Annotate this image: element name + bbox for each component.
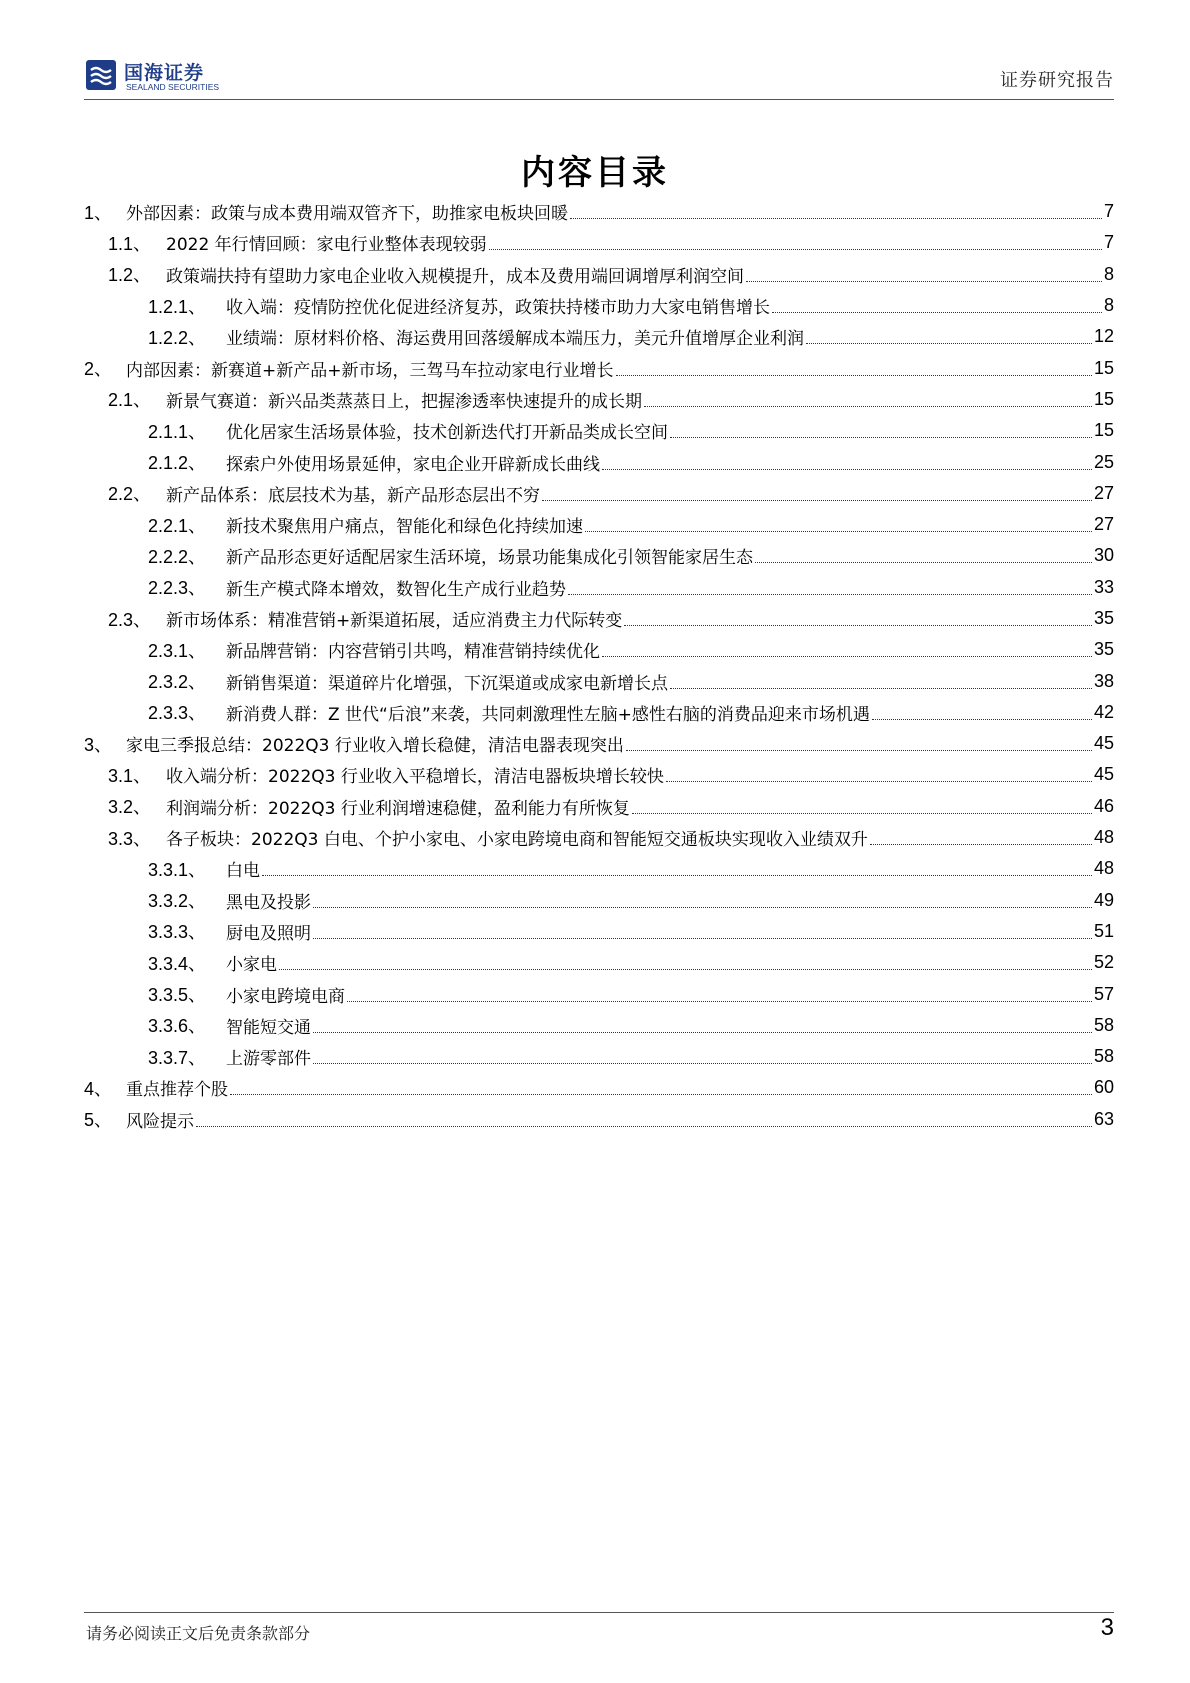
toc-leader-dots <box>670 437 1092 438</box>
toc-entry-label: 新景气赛道：新兴品类蒸蒸日上，把握渗透率快速提升的成长期 <box>166 391 642 412</box>
toc-entry-label: 收入端：疫情防控优化促进经济复苏，政策扶持楼市助力大家电销售增长 <box>226 298 770 319</box>
toc-entry[interactable] <box>84 665 1114 696</box>
toc-leader-dots <box>870 844 1092 845</box>
report-type: 证券研究报告 <box>1000 70 1114 91</box>
toc-leader-dots <box>616 375 1092 376</box>
toc-entry[interactable] <box>84 1010 1114 1041</box>
toc-entry-number: 3.3.7、 <box>148 1047 207 1068</box>
toc-leader-dots <box>570 218 1102 219</box>
toc-entry-label: 新技术聚焦用户痛点，智能化和绿色化持续加速 <box>226 517 583 538</box>
toc-entry-label: 重点推荐个股 <box>126 1080 228 1101</box>
toc-leader-dots <box>644 406 1092 407</box>
toc-entry-label: 各子板块：2022Q3 白电、个护小家电、小家电跨境电商和智能短交通板块实现收入业绩双升 <box>166 830 868 851</box>
toc-entry-page: 49 <box>1093 889 1114 910</box>
toc-entry-page: 46 <box>1093 795 1114 816</box>
toc-entry-page: 15 <box>1093 388 1114 409</box>
toc-leader-dots <box>347 1001 1092 1002</box>
toc-entry-label: 新品牌营销：内容营销引共鸣，精准营销持续优化 <box>226 642 600 663</box>
toc-entry[interactable] <box>84 947 1114 978</box>
toc-entry-number: 3、 <box>84 734 113 755</box>
page-title: 内容目录 <box>521 153 669 193</box>
toc-entry-page: 57 <box>1093 983 1114 1004</box>
toc-entry[interactable] <box>84 978 1114 1009</box>
toc-entry[interactable] <box>84 384 1114 415</box>
toc-entry-page: 45 <box>1093 733 1114 754</box>
toc-entry-page: 35 <box>1093 608 1114 628</box>
toc-leader-dots <box>196 1126 1092 1127</box>
toc-entry[interactable] <box>84 603 1114 634</box>
toc-entry[interactable] <box>84 478 1114 509</box>
toc-leader-dots <box>313 1032 1092 1033</box>
toc-entry-page: 27 <box>1093 482 1114 503</box>
toc-entry[interactable] <box>84 916 1114 947</box>
toc-entry-page: 7 <box>1103 232 1114 253</box>
toc-entry-page: 8 <box>1103 263 1114 284</box>
toc-entry-page: 27 <box>1093 514 1114 535</box>
toc-entry-page: 58 <box>1093 1046 1114 1067</box>
toc-entry-page: 42 <box>1093 701 1114 722</box>
toc-entry-label: 2022 年行情回顾：家电行业整体表现较弱 <box>166 235 487 256</box>
toc-entry-label: 风险提示 <box>126 1111 194 1132</box>
toc-entry-label: 收入端分析：2022Q3 行业收入平稳增长，清洁电器板块增长较快 <box>166 767 664 788</box>
toc-entry[interactable] <box>84 853 1114 884</box>
toc-entry-page: 33 <box>1093 576 1114 597</box>
toc-entry-page: 45 <box>1093 764 1114 785</box>
toc-entry-page: 60 <box>1093 1077 1114 1098</box>
toc-leader-dots <box>313 938 1092 939</box>
header-divider <box>84 99 1114 100</box>
page-header <box>84 56 1114 100</box>
toc-entry-number: 2.1.2、 <box>148 453 207 474</box>
toc-entry-number: 3.1、 <box>108 765 152 786</box>
toc-entry-number: 3.3.4、 <box>148 953 207 974</box>
toc-entry-page: 7 <box>1103 201 1114 222</box>
toc-entry-page: 48 <box>1093 858 1114 879</box>
toc-entry-number: 5、 <box>84 1110 113 1131</box>
toc-entry-page: 63 <box>1093 1108 1114 1129</box>
toc-entry[interactable] <box>84 822 1114 853</box>
toc-entry-label: 新生产模式降本增效，数智化生产成行业趋势 <box>226 579 566 600</box>
toc-leader-dots <box>313 1063 1092 1064</box>
toc-leader-dots <box>626 750 1092 751</box>
toc-entry-label: 优化居家生活场景体验，技术创新迭代打开新品类成长空间 <box>226 423 668 444</box>
toc-entry-number: 1.2.1、 <box>148 296 207 317</box>
toc-entry-label: 内部因素：新赛道+新产品+新市场，三驾马车拉动家电行业增长 <box>126 360 614 381</box>
toc-entry[interactable] <box>84 572 1114 603</box>
brand-name-en: SEALAND SECURITIES <box>126 82 220 92</box>
toc-entry-number: 2.3.1、 <box>148 640 207 661</box>
toc-entry-label: 探索户外使用场景延伸，家电企业开辟新成长曲线 <box>226 454 600 475</box>
toc-entry-number: 2、 <box>84 359 113 380</box>
toc-entry-number: 1.2、 <box>108 265 152 286</box>
toc-entry-label: 外部因素：政策与成本费用端双管齐下，助推家电板块回暖 <box>126 204 568 225</box>
toc-leader-dots <box>872 719 1092 720</box>
toc-entry-label: 新产品体系：底层技术为基，新产品形态层出不穷 <box>166 485 540 506</box>
toc-entry[interactable] <box>84 446 1114 477</box>
toc-entry-page: 8 <box>1103 295 1114 316</box>
toc-entry-page: 35 <box>1093 639 1114 660</box>
toc-entry[interactable] <box>84 321 1114 352</box>
toc-entry-number: 1、 <box>84 202 113 223</box>
toc-entry[interactable] <box>84 697 1114 728</box>
footer-disclaimer: 请务必阅读正文后免责条款部分 <box>86 1624 311 1643</box>
toc-leader-dots <box>542 500 1092 501</box>
toc-entry-number: 2.3.2、 <box>148 672 207 693</box>
toc-leader-dots <box>568 594 1092 595</box>
toc-entry[interactable] <box>84 227 1114 258</box>
table-of-contents <box>84 196 1114 1135</box>
toc-entry-number: 2.2.2、 <box>148 546 207 567</box>
toc-leader-dots <box>585 531 1092 532</box>
toc-leader-dots <box>602 469 1092 470</box>
toc-entry-label: 智能短交通 <box>226 1017 311 1038</box>
toc-leader-dots <box>670 688 1092 689</box>
toc-leader-dots <box>602 656 1092 657</box>
toc-entry-number: 3.2、 <box>108 797 152 818</box>
toc-entry-number: 3.3.2、 <box>148 891 207 912</box>
toc-entry[interactable] <box>84 1072 1114 1103</box>
toc-leader-dots <box>746 281 1102 282</box>
toc-entry-label: 业绩端：原材料价格、海运费用回落缓解成本端压力，美元升值增厚企业利润 <box>226 329 804 350</box>
toc-entry-number: 2.2.1、 <box>148 515 207 536</box>
toc-entry-number: 2.2.3、 <box>148 578 207 599</box>
toc-leader-dots <box>230 1094 1092 1095</box>
toc-entry[interactable] <box>84 634 1114 665</box>
toc-entry-page: 48 <box>1093 827 1114 848</box>
toc-entry-number: 2.3.3、 <box>148 703 207 724</box>
page-number: 3 <box>1100 1614 1114 1641</box>
toc-leader-dots <box>262 875 1092 876</box>
toc-entry-label: 新产品形态更好适配居家生活环境，场景功能集成化引领智能家居生态 <box>226 548 753 569</box>
toc-entry-page: 25 <box>1093 451 1114 472</box>
toc-leader-dots <box>624 625 1092 626</box>
toc-entry-page: 12 <box>1093 326 1114 347</box>
toc-entry-label: 黑电及投影 <box>226 892 311 913</box>
toc-entry[interactable] <box>84 540 1114 571</box>
toc-leader-dots <box>806 343 1092 344</box>
toc-entry-number: 3.3.1、 <box>148 859 207 880</box>
toc-entry-page: 15 <box>1093 357 1114 378</box>
toc-entry-page: 30 <box>1093 545 1114 566</box>
toc-entry-number: 3.3.6、 <box>148 1016 207 1037</box>
toc-leader-dots <box>279 969 1092 970</box>
toc-entry[interactable] <box>84 791 1114 822</box>
toc-entry-label: 白电 <box>226 861 260 882</box>
toc-entry-number: 1.2.2、 <box>148 327 207 348</box>
toc-leader-dots <box>755 562 1092 563</box>
toc-entry-number: 2.1.1、 <box>148 421 207 442</box>
toc-entry[interactable] <box>84 415 1114 446</box>
toc-entry[interactable] <box>84 759 1114 790</box>
toc-entry-number: 2.2、 <box>108 484 152 505</box>
toc-entry-number: 4、 <box>84 1078 113 1099</box>
toc-entry-number: 3.3.5、 <box>148 985 207 1006</box>
toc-leader-dots <box>632 813 1092 814</box>
toc-entry-number: 2.3、 <box>108 609 152 630</box>
toc-entry[interactable] <box>84 196 1114 227</box>
toc-leader-dots <box>772 312 1102 313</box>
toc-entry[interactable] <box>84 1041 1114 1072</box>
toc-entry-label: 厨电及照明 <box>226 923 311 944</box>
toc-entry-label: 小家电跨境电商 <box>226 986 345 1007</box>
toc-entry-label: 新销售渠道：渠道碎片化增强，下沉渠道或成家电新增长点 <box>226 673 668 694</box>
toc-entry-number: 1.1、 <box>108 233 152 254</box>
toc-entry-label: 政策端扶持有望助力家电企业收入规模提升，成本及费用端回调增厚利润空间 <box>166 266 744 287</box>
toc-entry[interactable] <box>84 290 1114 321</box>
toc-entry-label: 家电三季报总结：2022Q3 行业收入增长稳健，清洁电器表现突出 <box>126 736 624 757</box>
toc-leader-dots <box>489 249 1102 250</box>
toc-entry-label: 小家电 <box>226 955 277 976</box>
toc-entry-label: 新市场体系：精准营销+新渠道拓展，适应消费主力代际转变 <box>166 611 623 631</box>
toc-entry-number: 3.3、 <box>108 828 152 849</box>
toc-entry-page: 52 <box>1093 952 1114 973</box>
toc-entry-page: 51 <box>1093 920 1114 941</box>
brand-name-cn: 国海证券 <box>124 62 205 84</box>
toc-entry-page: 58 <box>1093 1014 1114 1035</box>
toc-entry[interactable] <box>84 1104 1114 1135</box>
toc-entry-page: 15 <box>1093 420 1114 441</box>
toc-leader-dots <box>313 907 1092 908</box>
sealand-logo-icon <box>84 58 118 92</box>
toc-entry-number: 2.1、 <box>108 390 152 411</box>
toc-leader-dots <box>666 781 1092 782</box>
toc-entry-number: 3.3.3、 <box>148 922 207 943</box>
footer-divider <box>84 1612 1114 1613</box>
toc-entry-label: 上游零部件 <box>226 1049 311 1070</box>
toc-entry-page: 38 <box>1093 670 1114 691</box>
toc-entry[interactable] <box>84 509 1114 540</box>
toc-entry-label: 新消费人群：Z 世代“后浪”来袭，共同刺激理性左脑+感性右脑的消费品迎来市场机遇 <box>226 704 870 725</box>
toc-entry[interactable] <box>84 728 1114 759</box>
toc-entry[interactable] <box>84 885 1114 916</box>
toc-entry[interactable] <box>84 259 1114 290</box>
toc-entry-label: 利润端分析：2022Q3 行业利润增速稳健，盈利能力有所恢复 <box>166 798 630 819</box>
toc-entry[interactable] <box>84 352 1114 383</box>
